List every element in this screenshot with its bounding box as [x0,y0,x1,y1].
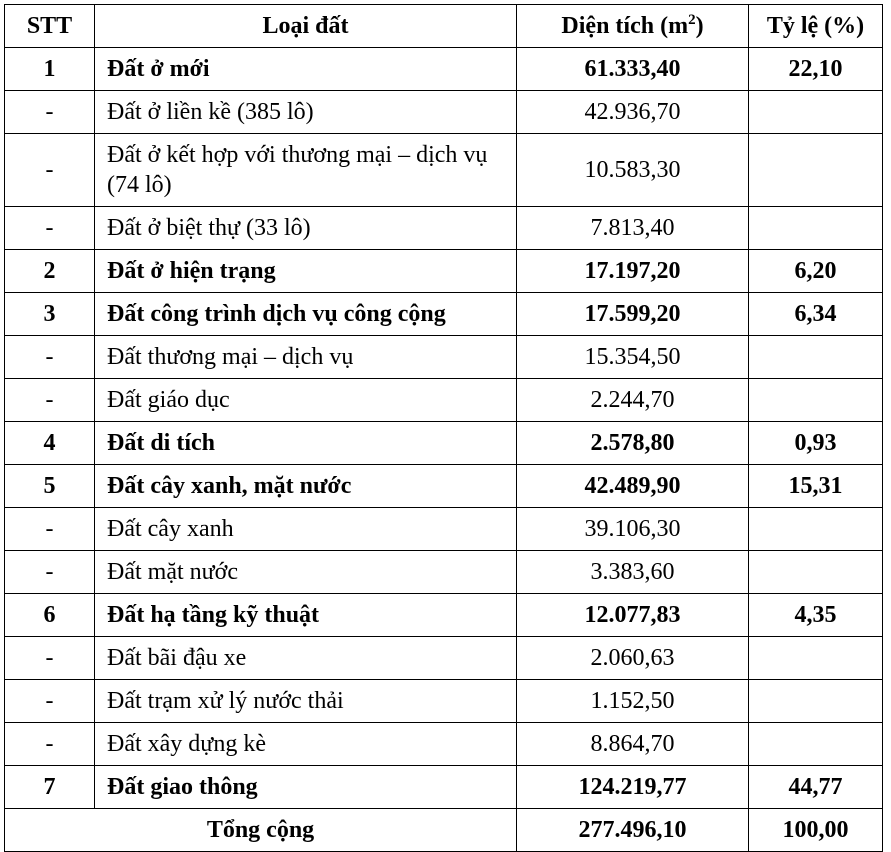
row-area: 1.152,50 [517,680,749,723]
row-ratio: 0,93 [749,422,883,465]
row-area: 17.599,20 [517,293,749,336]
table-row [5,134,883,207]
row-ratio [749,336,883,379]
table-row [5,465,883,508]
row-ratio: 4,35 [749,594,883,637]
row-land-type: Đất trạm xử lý nước thải [95,680,517,723]
row-ratio [749,379,883,422]
table-row [5,207,883,250]
table-row [5,723,883,766]
row-ratio [749,91,883,134]
row-ratio: 6,34 [749,293,883,336]
row-area: 10.583,30 [517,134,749,207]
row-area: 8.864,70 [517,723,749,766]
row-stt: - [5,508,95,551]
row-land-type: Đất ở biệt thự (33 lô) [95,207,517,250]
row-land-type: Đất cây xanh, mặt nước [95,465,517,508]
header-stt: STT [5,5,95,48]
row-stt: 1 [5,48,95,91]
row-stt: - [5,680,95,723]
table-row [5,293,883,336]
row-land-type: Đất giao thông [95,766,517,809]
table-body [5,48,883,809]
row-stt: 5 [5,465,95,508]
total-row [5,809,883,852]
table-row [5,594,883,637]
row-land-type: Đất giáo dục [95,379,517,422]
row-area: 124.219,77 [517,766,749,809]
header-dien-tich-close: ) [695,13,704,39]
row-ratio: 22,10 [749,48,883,91]
row-land-type: Đất ở hiện trạng [95,250,517,293]
row-stt: - [5,91,95,134]
row-area: 61.333,40 [517,48,749,91]
row-land-type: Đất mặt nước [95,551,517,594]
table-row [5,91,883,134]
row-area: 2.578,80 [517,422,749,465]
row-stt: - [5,723,95,766]
table-row [5,379,883,422]
row-stt: 6 [5,594,95,637]
table-row [5,637,883,680]
row-ratio [749,637,883,680]
row-ratio [749,508,883,551]
row-land-type: Đất công trình dịch vụ công cộng [95,293,517,336]
row-stt: - [5,134,95,207]
row-stt: 7 [5,766,95,809]
row-land-type: Đất thương mại – dịch vụ [95,336,517,379]
table-row [5,336,883,379]
row-land-type: Đất ở mới [95,48,517,91]
row-area: 2.244,70 [517,379,749,422]
row-ratio [749,723,883,766]
table-row [5,766,883,809]
row-area: 39.106,30 [517,508,749,551]
header-loai-dat: Loại đất [95,5,517,48]
row-stt: - [5,336,95,379]
table-row [5,250,883,293]
header-dien-tich-superscript: 2 [688,12,696,28]
total-area: 277.496,10 [517,809,749,852]
row-land-type: Đất cây xanh [95,508,517,551]
row-land-type: Đất xây dựng kè [95,723,517,766]
table-row [5,680,883,723]
row-ratio [749,134,883,207]
row-land-type: Đất bãi đậu xe [95,637,517,680]
header-dien-tich [517,5,749,48]
row-ratio: 44,77 [749,766,883,809]
row-land-type: Đất ở liền kề (385 lô) [95,91,517,134]
row-stt: - [5,551,95,594]
row-land-type: Đất di tích [95,422,517,465]
row-land-type: Đất hạ tầng kỹ thuật [95,594,517,637]
row-area: 15.354,50 [517,336,749,379]
row-area: 7.813,40 [517,207,749,250]
row-stt: 2 [5,250,95,293]
row-area: 2.060,63 [517,637,749,680]
table-header-row [5,5,883,48]
row-ratio [749,551,883,594]
row-area: 42.936,70 [517,91,749,134]
header-dien-tich-text: Diện tích (m [561,13,689,39]
row-ratio [749,207,883,250]
row-stt: - [5,207,95,250]
land-use-table [4,4,883,852]
row-area: 42.489,90 [517,465,749,508]
header-ty-le: Tỷ lệ (%) [749,5,883,48]
row-ratio: 6,20 [749,250,883,293]
total-label: Tổng cộng [5,809,517,852]
row-area: 17.197,20 [517,250,749,293]
row-area: 3.383,60 [517,551,749,594]
row-ratio: 15,31 [749,465,883,508]
row-area: 12.077,83 [517,594,749,637]
table-row [5,48,883,91]
row-land-type: Đất ở kết hợp với thương mại – dịch vụ (74 lô) [95,134,517,207]
row-ratio [749,680,883,723]
total-ratio: 100,00 [749,809,883,852]
row-stt: - [5,637,95,680]
table-row [5,508,883,551]
row-stt: 3 [5,293,95,336]
row-stt: - [5,379,95,422]
table-row [5,551,883,594]
table-row [5,422,883,465]
row-stt: 4 [5,422,95,465]
